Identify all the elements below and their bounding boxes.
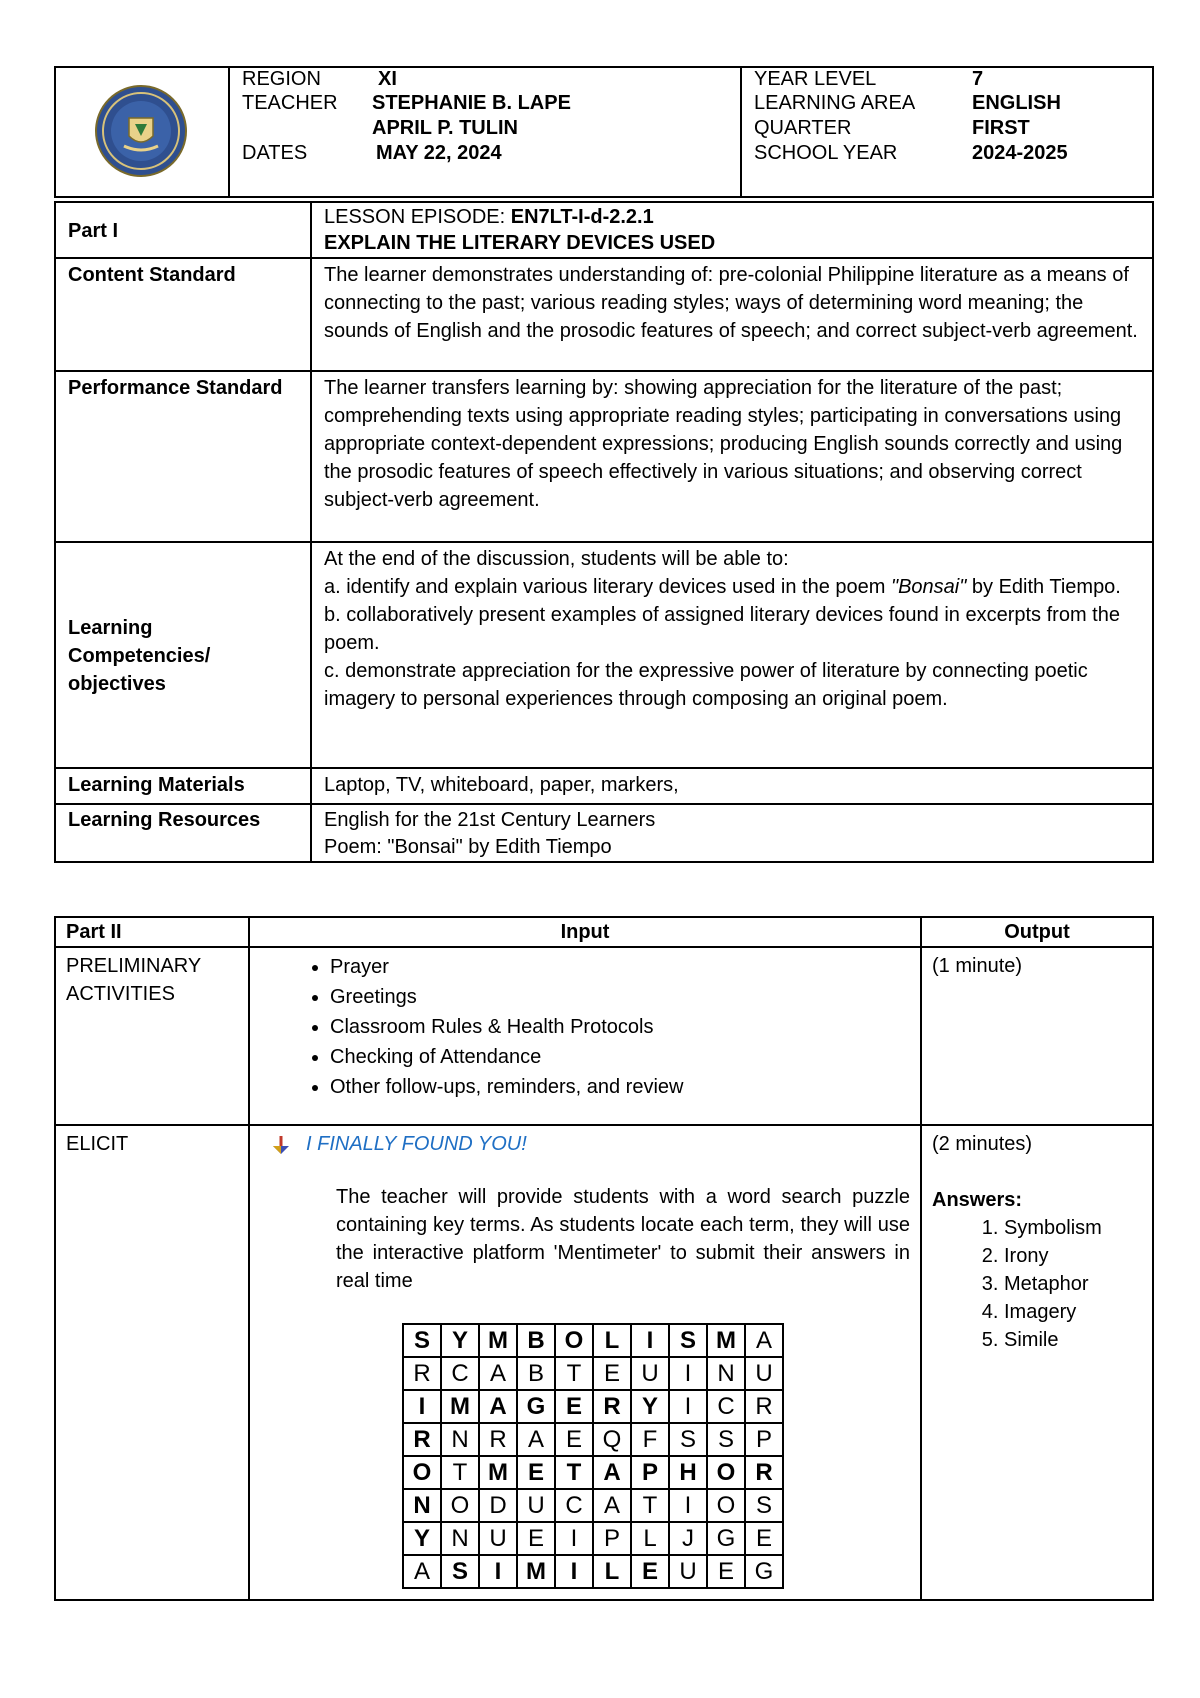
word-search-cell: R: [403, 1357, 441, 1390]
preliminary-item: • Classroom Rules & Health Protocols: [330, 1012, 910, 1042]
content-standard-text: The learner demonstrates understanding of: pre-colonial Philippine literature as a means of connecting to the past; various reading styles; ways of determining word meaning; the sounds of English and the prosodic features of speech; and correct subject-verb agreement.: [311, 258, 1153, 371]
word-search-cell: S: [669, 1324, 707, 1357]
word-search-cell: E: [631, 1555, 669, 1588]
word-search-cell: E: [555, 1423, 593, 1456]
elicit-input: [249, 1125, 921, 1600]
word-search-cell: R: [593, 1390, 631, 1423]
teacher-name-1: STEPHANIE B. LAPE: [372, 92, 571, 114]
word-search-cell: E: [745, 1522, 783, 1555]
word-search-cell: M: [479, 1324, 517, 1357]
logo-cell: [56, 68, 230, 196]
word-search-cell: E: [517, 1456, 555, 1489]
word-search-cell: N: [403, 1489, 441, 1522]
preliminary-time: (1 minute): [921, 947, 1153, 1125]
word-search-grid: [402, 1323, 784, 1589]
part-1-label: Part I: [55, 202, 311, 258]
competencies-row: [55, 542, 1153, 768]
word-search-cell: M: [441, 1390, 479, 1423]
competency-c: c. demonstrate appreciation for the expressive power of literature by connecting poetic imagery to personal experiences through composing an original poem.: [324, 660, 1088, 710]
answer-item: 5. Simile: [1004, 1326, 1142, 1354]
word-search-cell: R: [403, 1423, 441, 1456]
word-search-cell: O: [555, 1324, 593, 1357]
word-search-row: [403, 1522, 783, 1555]
word-search-cell: P: [593, 1522, 631, 1555]
word-search-row: [403, 1456, 783, 1489]
preliminary-item: • Other follow-ups, reminders, and review: [330, 1072, 910, 1102]
word-search-cell: B: [517, 1324, 555, 1357]
word-search-cell: I: [555, 1522, 593, 1555]
word-search-row: [403, 1357, 783, 1390]
word-search-cell: D: [479, 1489, 517, 1522]
elicit-output: [921, 1125, 1153, 1600]
word-search-cell: R: [745, 1456, 783, 1489]
word-search-cell: E: [707, 1555, 745, 1588]
word-search-cell: S: [441, 1555, 479, 1588]
word-search-cell: A: [593, 1489, 631, 1522]
dates-label: DATES: [242, 142, 308, 164]
word-search-cell: T: [555, 1456, 593, 1489]
word-search-cell: O: [403, 1456, 441, 1489]
word-search-cell: E: [517, 1522, 555, 1555]
word-search-cell: S: [403, 1324, 441, 1357]
school-seal-icon: [94, 84, 188, 178]
content-standard-label: Content Standard: [55, 258, 311, 371]
episode-prefix: LESSON EPISODE:: [324, 206, 511, 228]
word-search-cell: L: [593, 1555, 631, 1588]
preliminary-label: PRELIMINARY ACTIVITIES: [55, 947, 249, 1125]
elicit-time: (2 minutes): [932, 1133, 1033, 1155]
word-search-cell: S: [745, 1489, 783, 1522]
word-search-cell: S: [669, 1423, 707, 1456]
word-search-cell: C: [707, 1390, 745, 1423]
word-search-cell: L: [631, 1522, 669, 1555]
word-search-cell: I: [669, 1390, 707, 1423]
word-search-cell: I: [669, 1357, 707, 1390]
elicit-title: I FINALLY FOUND YOU!: [306, 1133, 527, 1155]
word-search-cell: P: [745, 1423, 783, 1456]
competency-b: b. collaboratively present examples of assigned literary devices found in excerpts from the poem.: [324, 604, 1120, 654]
competency-a: a. identify and explain various literary devices used in the poem "Bonsai" by Edith Tiempo.: [324, 576, 1121, 598]
elicit-text: The teacher will provide students with a word search puzzle containing key terms. As students locate each term, they will use the interactive platform 'Mentimeter' to submit their answers in real time: [336, 1186, 910, 1292]
word-search-cell: G: [707, 1522, 745, 1555]
resources-label: Learning Resources: [55, 804, 311, 862]
word-search-cell: A: [517, 1423, 555, 1456]
elicit-label: ELICIT: [55, 1125, 249, 1600]
part-2-header-row: [55, 917, 1153, 947]
arrow-down-bullet-icon: [270, 1134, 292, 1156]
word-search-cell: O: [707, 1489, 745, 1522]
header-table: [54, 66, 1154, 198]
preliminary-input: [249, 947, 921, 1125]
word-search-cell: E: [555, 1390, 593, 1423]
learning-area-label: LEARNING AREA: [754, 92, 916, 114]
part-2-table: [54, 916, 1154, 1601]
word-search-cell: U: [631, 1357, 669, 1390]
competencies-cell: [311, 542, 1153, 768]
competencies-label: Learning Competencies/ objectives: [55, 542, 311, 768]
teacher-label: TEACHER: [242, 92, 338, 114]
teacher-name-2: APRIL P. TULIN: [372, 117, 518, 139]
word-search-cell: Q: [593, 1423, 631, 1456]
word-search-cell: T: [631, 1489, 669, 1522]
word-search-row: [403, 1324, 783, 1357]
word-search-row: [403, 1423, 783, 1456]
year-level-value: 7: [972, 68, 984, 90]
episode-cell: [311, 202, 1153, 258]
episode-row: [55, 202, 1153, 258]
word-search-row: [403, 1555, 783, 1588]
elicit-title-line: [260, 1130, 910, 1159]
word-search-cell: R: [745, 1390, 783, 1423]
word-search-cell: U: [669, 1555, 707, 1588]
resources-line-2: Poem: "Bonsai" by Edith Tiempo: [324, 836, 612, 858]
competencies-intro: At the end of the discussion, students will be able to:: [324, 548, 789, 570]
materials-text: Laptop, TV, whiteboard, paper, markers,: [311, 768, 1153, 804]
preliminary-item: • Checking of Attendance: [330, 1042, 910, 1072]
word-search-cell: P: [631, 1456, 669, 1489]
learning-area-value: ENGLISH: [972, 92, 1061, 114]
year-level-label: YEAR LEVEL: [754, 68, 877, 90]
school-year-value: 2024-2025: [972, 142, 1068, 164]
materials-label: Learning Materials: [55, 768, 311, 804]
preliminary-list: [260, 952, 910, 1102]
word-search-cell: A: [479, 1357, 517, 1390]
word-search-cell: N: [441, 1522, 479, 1555]
answers-list: [932, 1214, 1142, 1354]
answer-item: 2. Irony: [1004, 1242, 1142, 1270]
word-search-cell: T: [441, 1456, 479, 1489]
word-search-cell: C: [441, 1357, 479, 1390]
answer-item: 1. Symbolism: [1004, 1214, 1142, 1242]
word-search-cell: I: [479, 1555, 517, 1588]
word-search-cell: Y: [631, 1390, 669, 1423]
word-search-row: [403, 1390, 783, 1423]
answer-item: 4. Imagery: [1004, 1298, 1142, 1326]
performance-standard-label: Performance Standard: [55, 371, 311, 542]
word-search-cell: N: [441, 1423, 479, 1456]
preliminary-row: [55, 947, 1153, 1125]
word-search-cell: Y: [441, 1324, 479, 1357]
word-search-cell: G: [745, 1555, 783, 1588]
region-label: REGION: [242, 68, 321, 90]
word-search-cell: S: [707, 1423, 745, 1456]
word-search-cell: A: [593, 1456, 631, 1489]
word-search-cell: G: [517, 1390, 555, 1423]
col-part: Part II: [55, 917, 249, 947]
col-output: Output: [921, 917, 1153, 947]
word-search-row: [403, 1489, 783, 1522]
word-search-cell: Y: [403, 1522, 441, 1555]
resources-cell: [311, 804, 1153, 862]
word-search-cell: R: [479, 1423, 517, 1456]
header-middle-cell: [230, 68, 742, 196]
header-right-cell: [742, 68, 1152, 196]
resources-row: [55, 804, 1153, 862]
word-search-cell: B: [517, 1357, 555, 1390]
word-search-cell: T: [555, 1357, 593, 1390]
word-search-cell: I: [631, 1324, 669, 1357]
word-search-cell: M: [479, 1456, 517, 1489]
quarter-value: FIRST: [972, 117, 1030, 139]
word-search-cell: I: [403, 1390, 441, 1423]
performance-standard-row: [55, 371, 1153, 542]
episode-code: EN7LT-I-d-2.2.1: [510, 206, 654, 228]
word-search-cell: A: [403, 1555, 441, 1588]
col-input: Input: [249, 917, 921, 947]
word-search-cell: H: [669, 1456, 707, 1489]
word-search-cell: N: [707, 1357, 745, 1390]
materials-row: [55, 768, 1153, 804]
word-search-cell: I: [669, 1489, 707, 1522]
resources-line-1: English for the 21st Century Learners: [324, 809, 656, 831]
dates-value: MAY 22, 2024: [376, 142, 502, 164]
word-search-cell: I: [555, 1555, 593, 1588]
word-search-cell: O: [441, 1489, 479, 1522]
word-search-cell: C: [555, 1489, 593, 1522]
answer-item: 3. Metaphor: [1004, 1270, 1142, 1298]
preliminary-item: • Prayer: [330, 952, 910, 982]
performance-standard-text: The learner transfers learning by: showing appreciation for the literature of the past; comprehending texts using appropriate reading styles; participating in conversations using appropriate context-dependent expressions; producing English sounds correctly and using the prosodic features of speech effectively in various situations; and observing correct subject-verb agreement.: [311, 371, 1153, 542]
elicit-row: [55, 1125, 1153, 1600]
word-search-cell: M: [517, 1555, 555, 1588]
word-search-cell: L: [593, 1324, 631, 1357]
part-1-table: [54, 201, 1154, 863]
word-search-cell: U: [517, 1489, 555, 1522]
word-search-cell: A: [745, 1324, 783, 1357]
content-standard-row: [55, 258, 1153, 371]
word-search-cell: J: [669, 1522, 707, 1555]
school-year-label: SCHOOL YEAR: [754, 142, 898, 164]
region-value: XI: [378, 68, 397, 90]
word-search-cell: U: [745, 1357, 783, 1390]
word-search-cell: M: [707, 1324, 745, 1357]
quarter-label: QUARTER: [754, 117, 852, 139]
word-search-cell: E: [593, 1357, 631, 1390]
word-search-cell: U: [479, 1522, 517, 1555]
word-search-cell: A: [479, 1390, 517, 1423]
preliminary-item: • Greetings: [330, 982, 910, 1012]
word-search-cell: F: [631, 1423, 669, 1456]
episode-title: EXPLAIN THE LITERARY DEVICES USED: [324, 232, 716, 254]
word-search-cell: O: [707, 1456, 745, 1489]
answers-label: Answers:: [932, 1189, 1023, 1211]
